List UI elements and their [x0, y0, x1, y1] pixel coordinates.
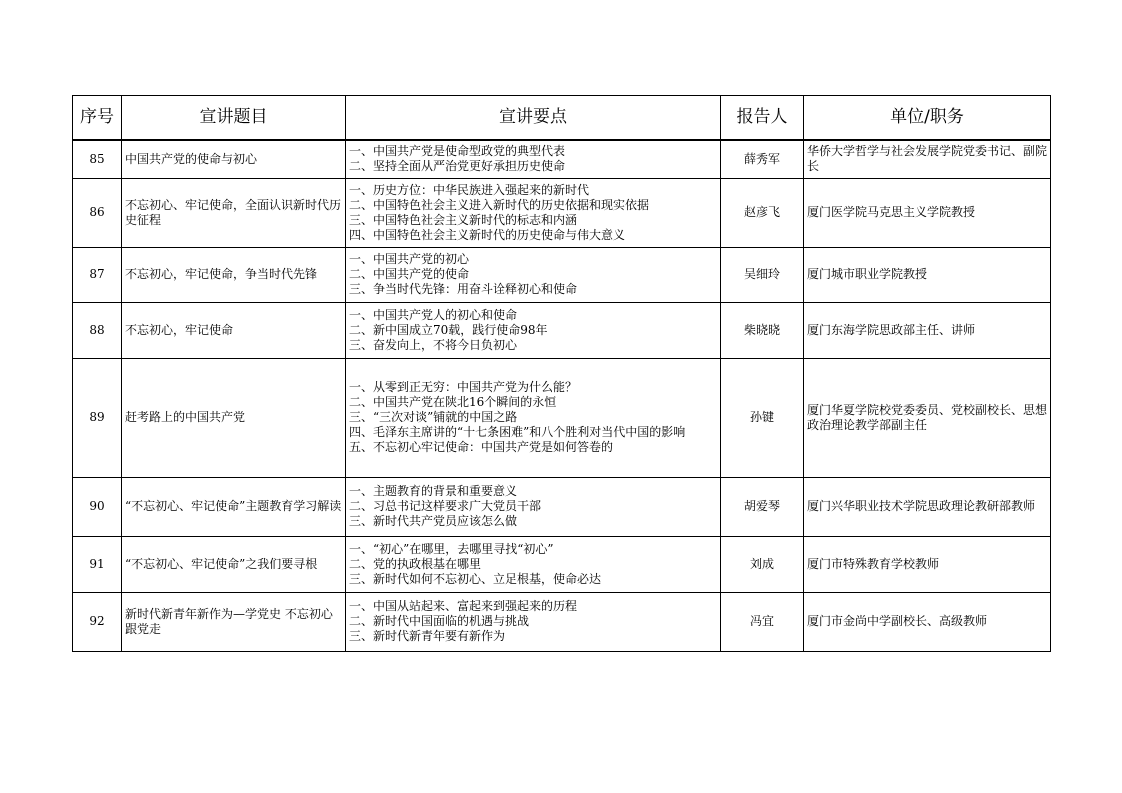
row-points [346, 477, 721, 536]
row-number: 91 [73, 536, 122, 592]
point-line: 三、新时代新青年要有新作为 [349, 629, 506, 643]
table-row [73, 247, 1051, 302]
row-points [346, 592, 721, 651]
row-points [346, 178, 721, 247]
row-unit: 厦门市金尚中学副校长、高级教师 [804, 592, 1051, 651]
row-speaker: 胡爱琴 [721, 477, 804, 536]
point-line: 三、新时代如何不忘初心、立足根基，使命必达 [349, 571, 602, 586]
row-topic: 中国共产党的使命与初心 [122, 140, 346, 178]
table-header [73, 96, 1051, 141]
point-line: 一、中国共产党的初心 [349, 252, 470, 266]
row-topic: 新时代新青年新作为—学党史 不忘初心跟党走 [122, 592, 346, 651]
row-unit: 厦门东海学院思政部主任、讲师 [804, 302, 1051, 358]
row-topic: “不忘初心、牢记使命”主题教育学习解读 [122, 477, 346, 536]
row-speaker: 薛秀军 [721, 140, 804, 178]
row-speaker: 孙键 [721, 358, 804, 477]
row-number: 86 [73, 178, 122, 247]
header-points: 宣讲要点 [346, 96, 721, 141]
row-speaker: 吴细玲 [721, 247, 804, 302]
row-number: 90 [73, 477, 122, 536]
table-row [73, 140, 1051, 178]
row-topic: 不忘初心，牢记使命 [122, 302, 346, 358]
row-speaker: 赵彦飞 [721, 178, 804, 247]
point-line: 一、中国共产党人的初心和使命 [349, 307, 518, 322]
table-row [73, 178, 1051, 247]
row-points [346, 140, 721, 178]
row-points [346, 302, 721, 358]
row-points [346, 247, 721, 302]
point-line: 三、争当时代先锋：用奋斗诠释初心和使命 [349, 282, 578, 296]
point-line: 一、从零到正无穷：中国共产党为什么能？ [349, 380, 578, 394]
point-line: 一、历史方位：中华民族进入强起来的新时代 [349, 182, 590, 197]
point-line: 二、新中国成立70载，践行使命98年 [349, 322, 548, 337]
point-line: 四、中国特色社会主义新时代的历史使命与伟大意义 [349, 227, 626, 242]
row-number: 92 [73, 592, 122, 651]
row-points [346, 536, 721, 592]
header-topic: 宣讲题目 [122, 96, 346, 141]
header-speaker: 报告人 [721, 96, 804, 141]
table-row [73, 477, 1051, 536]
table-row [73, 536, 1051, 592]
point-line: 二、中国特色社会主义进入新时代的历史依据和现实依据 [349, 197, 650, 212]
row-topic: 赶考路上的中国共产党 [122, 358, 346, 477]
point-line: 三、奋发向上，不将今日负初心 [349, 337, 518, 352]
row-unit: 厦门兴华职业技术学院思政理论教研部教师 [804, 477, 1051, 536]
row-topic: 不忘初心、牢记使命，全面认识新时代历史征程 [122, 178, 346, 247]
point-line: 五、不忘初心牢记使命：中国共产党是如何答卷的 [349, 440, 614, 454]
point-line: 二、中国共产党的使命 [349, 267, 470, 281]
table-row [73, 302, 1051, 358]
row-unit: 厦门城市职业学院教授 [804, 247, 1051, 302]
row-unit: 厦门市特殊教育学校教师 [804, 536, 1051, 592]
point-line: 三、中国特色社会主义新时代的标志和内涵 [349, 212, 578, 227]
point-line: 一、中国共产党是使命型政党的典型代表 [349, 144, 566, 159]
point-line: 二、新时代中国面临的机遇与挑战 [349, 614, 530, 628]
row-unit: 华侨大学哲学与社会发展学院党委书记、副院长 [804, 140, 1051, 178]
point-line: 三、新时代共产党员应该怎么做 [349, 514, 518, 528]
row-unit: 厦门医学院马克思主义学院教授 [804, 178, 1051, 247]
table-body [73, 140, 1051, 651]
header-num: 序号 [73, 96, 122, 141]
point-line: 二、中国共产党在陕北16个瞬间的永恒 [349, 395, 557, 409]
row-unit: 厦门华夏学院校党委委员、党校副校长、思想政治理论教学部副主任 [804, 358, 1051, 477]
point-line: 二、党的执政根基在哪里 [349, 556, 482, 571]
point-line: 二、习总书记这样要求广大党员干部 [349, 499, 542, 513]
row-topic: 不忘初心，牢记使命，争当时代先锋 [122, 247, 346, 302]
header-row [73, 96, 1051, 141]
table-row [73, 358, 1051, 477]
row-number: 88 [73, 302, 122, 358]
point-line: 一、中国从站起来、富起来到强起来的历程 [349, 599, 578, 613]
row-topic: “不忘初心、牢记使命”之我们要寻根 [122, 536, 346, 592]
point-line: 二、坚持全面从严治党更好承担历史使命 [349, 159, 566, 174]
row-number: 89 [73, 358, 122, 477]
point-line: 一、“初心”在哪里，去哪里寻找“初心” [349, 541, 554, 556]
row-points [346, 358, 721, 477]
row-speaker: 柴晓晓 [721, 302, 804, 358]
point-line: 一、主题教育的背景和重要意义 [349, 484, 518, 498]
point-line: 三、“三次对谈”铺就的中国之路 [349, 410, 518, 424]
table-row [73, 592, 1051, 651]
point-line: 四、毛泽东主席讲的“十七条困难”和八个胜利对当代中国的影响 [349, 425, 686, 439]
row-number: 85 [73, 140, 122, 178]
header-unit: 单位/职务 [804, 96, 1051, 141]
row-speaker: 刘成 [721, 536, 804, 592]
row-speaker: 冯宜 [721, 592, 804, 651]
lecture-schedule-table [72, 95, 1051, 652]
row-number: 87 [73, 247, 122, 302]
